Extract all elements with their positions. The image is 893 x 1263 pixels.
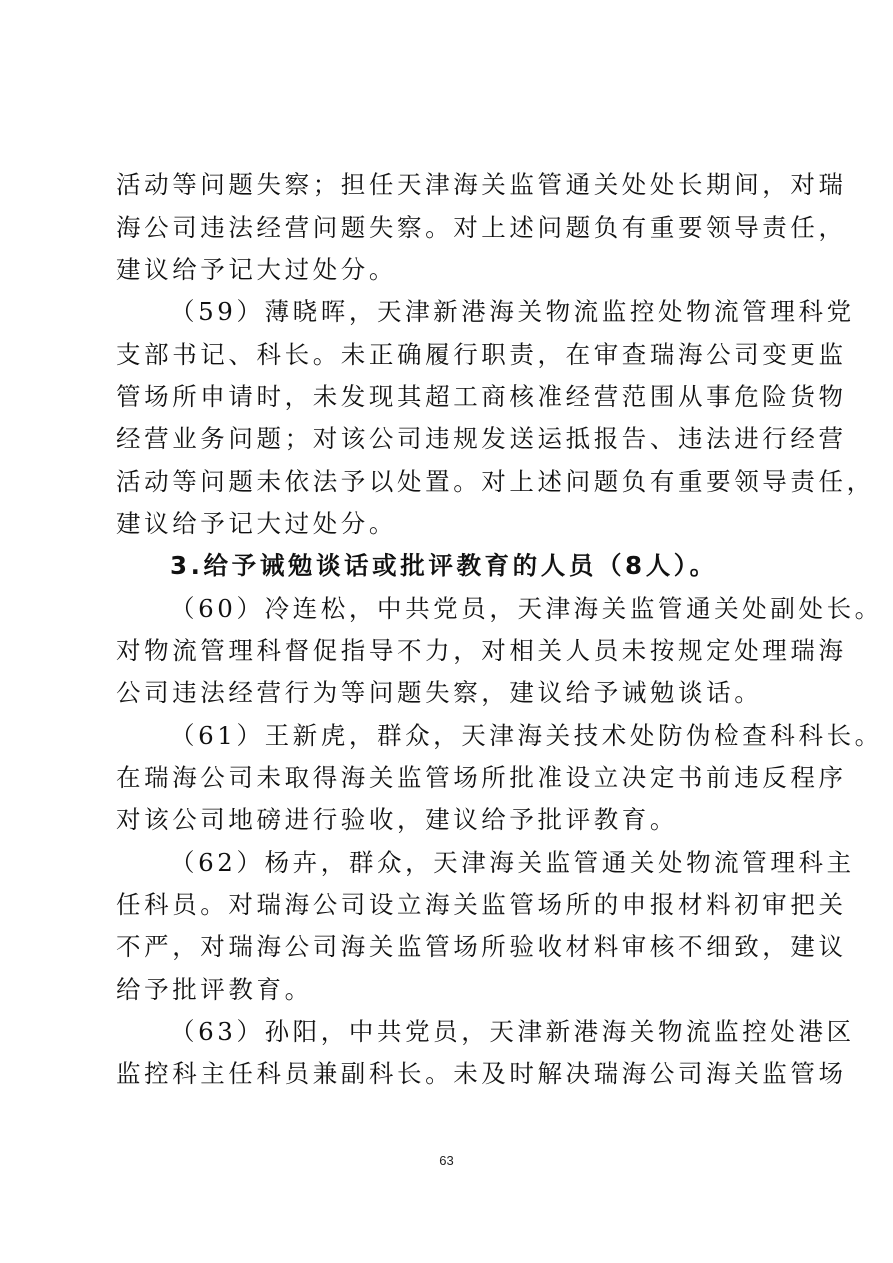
- text-line: 不严，对瑞海公司海关监管场所验收材料审核不细致，建议: [116, 932, 847, 961]
- text-line: 建议给予记大过处分。: [116, 509, 397, 538]
- text-line: 任科员。对瑞海公司设立海关监管场所的申报材料初审把关: [116, 890, 847, 919]
- text-line: 对物流管理科督促指导不力，对相关人员未按规定处理瑞海: [116, 636, 847, 665]
- paragraph-first-line: （63）孙阳，中共党员，天津新港海关物流监控处港区: [170, 1017, 855, 1046]
- text-line: 公司违法经营行为等问题失察，建议给予诫勉谈话。: [116, 678, 763, 707]
- page-number: 63: [439, 1153, 454, 1168]
- paragraph-first-line: （62）杨卉，群众，天津海关监管通关处物流管理科主: [170, 848, 855, 877]
- text-line: 对该公司地磅进行验收，建议给予批评教育。: [116, 805, 678, 834]
- section-heading: 3.给予诫勉谈话或批评教育的人员（8人）。: [170, 551, 718, 580]
- text-line: 活动等问题未依法予以处置。对上述问题负有重要领导责任，: [116, 467, 875, 496]
- text-line: 海公司违法经营问题失察。对上述问题负有重要领导责任，: [116, 213, 847, 242]
- text-line: 活动等问题失察；担任天津海关监管通关处处长期间，对瑞: [116, 170, 847, 199]
- paragraph-first-line: （61）王新虎，群众，天津海关技术处防伪检查科科长。: [170, 721, 883, 750]
- text-line: 在瑞海公司未取得海关监管场所批准设立决定书前违反程序: [116, 763, 847, 792]
- paragraph-first-line: （60）冷连松，中共党员，天津海关监管通关处副处长。: [170, 594, 883, 623]
- text-line: 经营业务问题；对该公司违规发送运抵报告、违法进行经营: [116, 424, 847, 453]
- text-line: 管场所申请时，未发现其超工商核准经营范围从事危险货物: [116, 382, 847, 411]
- text-line: 建议给予记大过处分。: [116, 255, 397, 284]
- text-line: 监控科主任科员兼副科长。未及时解决瑞海公司海关监管场: [116, 1059, 847, 1088]
- text-line: 给予批评教育。: [116, 975, 313, 1004]
- paragraph-first-line: （59）薄晓晖，天津新港海关物流监控处物流管理科党: [170, 297, 855, 326]
- text-line: 支部书记、科长。未正确履行职责，在审查瑞海公司变更监: [116, 340, 847, 369]
